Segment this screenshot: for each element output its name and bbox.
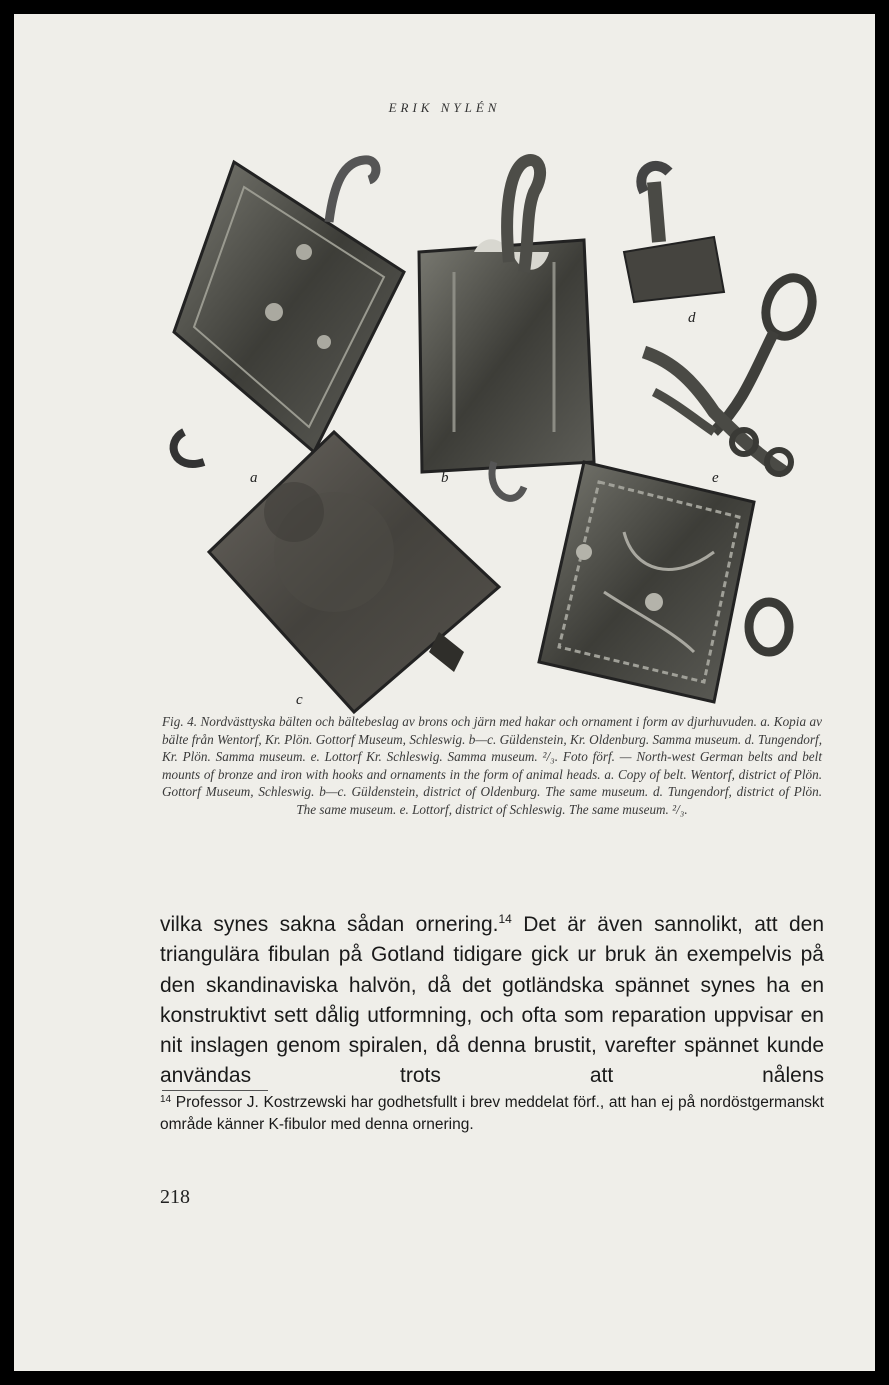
label-d: d — [688, 310, 696, 326]
book-page — [14, 14, 875, 1371]
body-paragraph — [160, 910, 824, 1092]
caption-text: Fig. 4. Nordvästtyska bälten och bältebeslag av brons och järn med hakar och ornament i form av djurhuvuden. a. Kopia av bälte från Wentorf, Kr. Plön. Gottorf Museum, Schleswig. b—c. Güldenstein, Kr. Oldenburg. Samma museum. d. Tungendorf, Kr. Plön. Samma museum. e. Lottorf Kr. Schleswig. Samma museum. ²/₃. Foto förf. — North-west German belts and belt mounts of bronze and iron with hooks and ornaments in the form of animal heads. a. Copy of belt. Wentorf, district of Plön. Gottorf Museum, Schleswig. b—c. Güldenstein, district of Oldenburg. The same museum. d. Tungendorf, district of Plön. The same museum. e. Lottorf, district of Schleswig. The same museum. ²/₃. — [162, 714, 822, 817]
footnote-number: 14 — [160, 1094, 172, 1105]
body-text — [160, 910, 824, 1092]
belt-mount-e — [644, 271, 820, 474]
belt-mount-ornate — [539, 462, 789, 702]
belt-mount-b — [419, 160, 594, 498]
footnote-paragraph — [160, 1092, 824, 1136]
label-e: e — [712, 470, 719, 486]
running-head: ERIK NYLÉN — [388, 100, 501, 115]
footnote-text: Professor J. Kostrzewski har godhetsfullt i brev meddelat förf., att han ej på nordöstgermanskt område känner K-fibulor med denna ornering. — [160, 1094, 824, 1133]
belt-mount-d — [624, 166, 724, 302]
footnote-rule — [162, 1090, 268, 1091]
figure-caption — [162, 713, 822, 819]
page-number: 218 — [160, 1186, 190, 1208]
body-text-after-note: Det är även sannolikt, att den triangulära fibulan på Gotland tidigare gick ur bruk än exempelvis på den skandinaviska halvön, då det gotländska spännet synes ha en konstruktivt sett dålig utformning, och ofta som reparation uppvisar en nit inslagen genom spiralen, då denna brustit, varefter spännet kunde användas trots att nålens — [160, 913, 825, 1088]
label-b: b — [441, 470, 449, 486]
label-a: a — [250, 470, 258, 486]
footnote — [160, 1092, 824, 1136]
belt-mount-a — [174, 160, 404, 464]
body-text-before-note: vilka synes sakna sådan ornering. — [160, 913, 499, 936]
belt-mounts-photo — [154, 132, 844, 732]
figure-belt-mounts — [154, 132, 844, 732]
footnote-reference[interactable]: 14 — [498, 912, 512, 926]
label-c: c — [296, 692, 303, 708]
